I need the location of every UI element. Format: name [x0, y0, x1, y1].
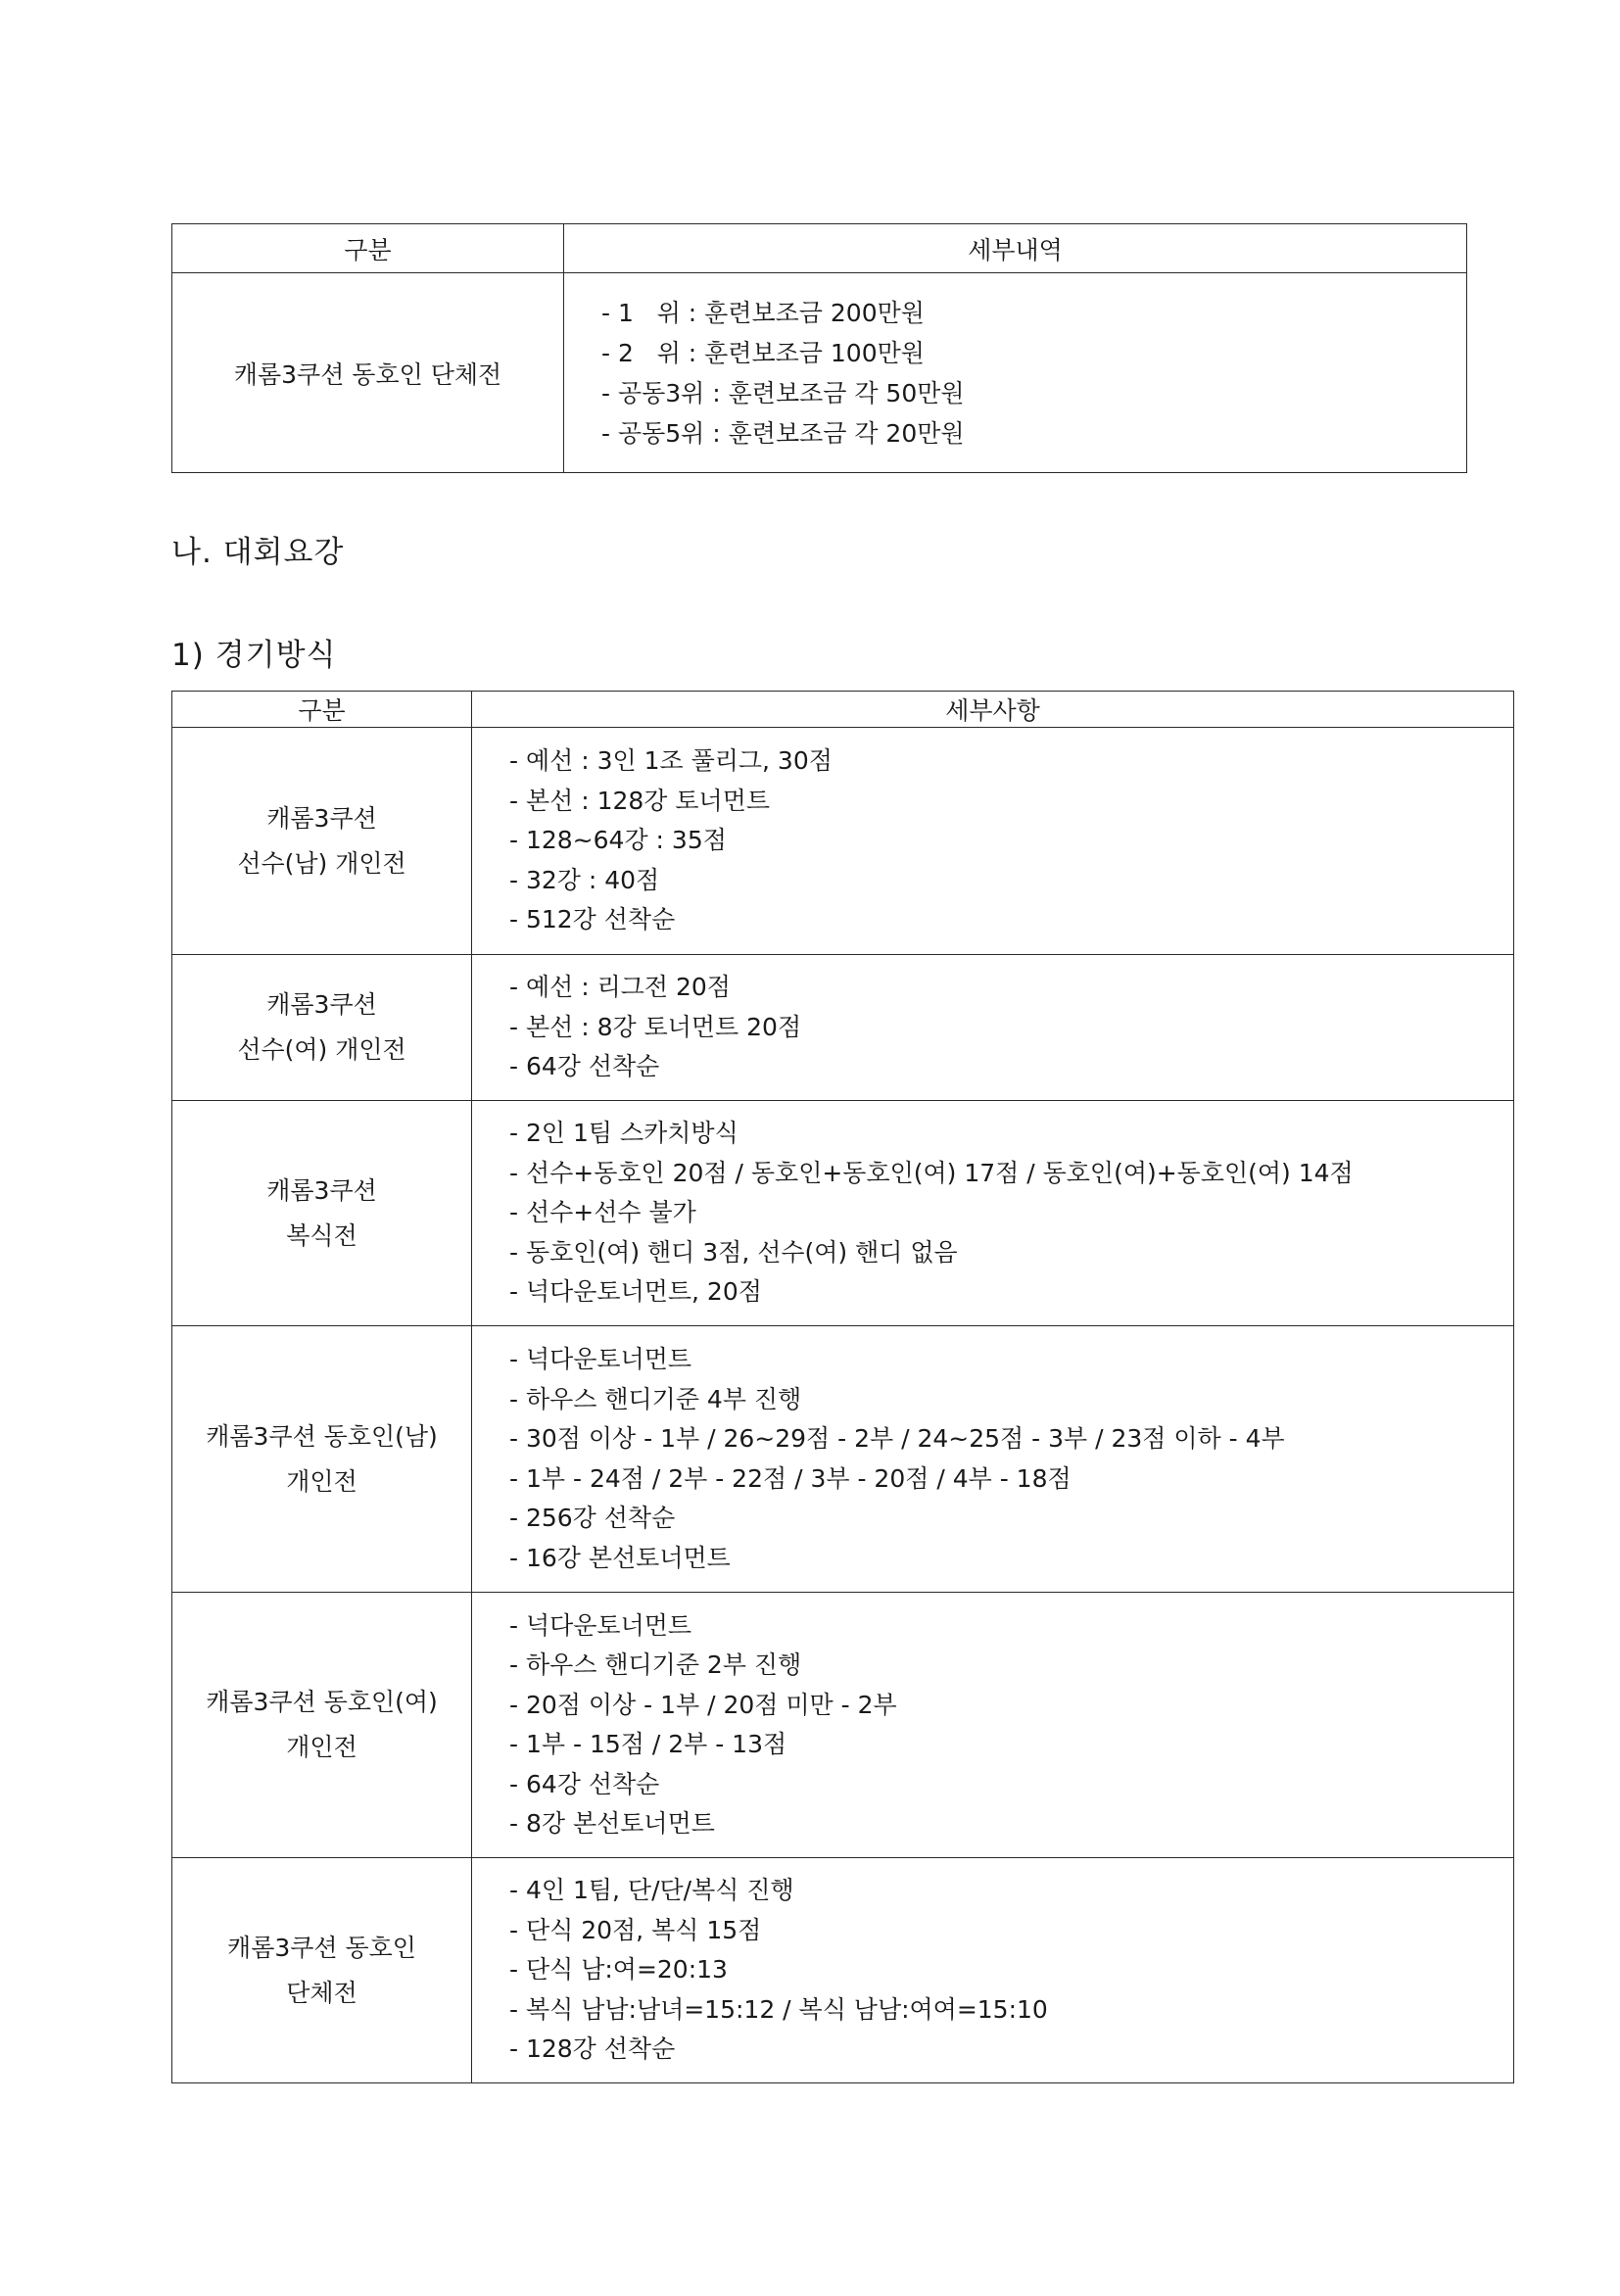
format-category-cell [172, 1858, 472, 2083]
category-line: 개인전 [286, 1733, 357, 1761]
table-row [172, 955, 1514, 1101]
detail-line: - 2인 1팀 스카치방식 [509, 1119, 739, 1148]
detail-line: - 본선 : 8강 토너먼트 20점 [509, 1012, 802, 1041]
detail-line: - 30점 이상 - 1부 / 26~29점 - 2부 / 24~25점 - 3부 / 23점 이하 - 4부 [509, 1424, 1285, 1453]
prize-detail-line: - 공동5위 : 훈련보조금 각 20만원 [601, 418, 965, 448]
detail-line: - 20점 이상 - 1부 / 20점 미만 - 2부 [509, 1690, 897, 1719]
format-details-cell [472, 955, 1514, 1101]
detail-line: - 4인 1팀, 단/단/복식 진행 [509, 1876, 794, 1905]
detail-line: - 예선 : 3인 1조 풀리그, 30점 [509, 746, 833, 776]
table-row [172, 728, 1514, 955]
format-category-cell [172, 955, 472, 1101]
detail-line: - 1부 - 24점 / 2부 - 22점 / 3부 - 20점 / 4부 - 18점 [509, 1463, 1072, 1493]
category-line: 캐롬3쿠션 [266, 803, 377, 833]
category-line: 복식전 [286, 1220, 357, 1250]
table-row [172, 1326, 1514, 1593]
prize-category-cell: 캐롬3쿠션 동호인 단체전 [172, 273, 564, 473]
category-line: 캐롬3쿠션 [266, 990, 377, 1019]
detail-line: - 512강 선착순 [509, 905, 676, 934]
detail-line: - 동호인(여) 핸디 3점, 선수(여) 핸디 없음 [509, 1237, 958, 1267]
detail-line: - 단식 20점, 복식 15점 [509, 1915, 762, 1944]
detail-line: - 본선 : 128강 토너먼트 [509, 786, 770, 815]
detail-line: - 선수+선수 불가 [509, 1198, 696, 1227]
format-header-details: 세부사항 [472, 692, 1514, 728]
detail-line: - 16강 본선토너먼트 [509, 1543, 731, 1572]
category-line: 개인전 [286, 1466, 357, 1496]
detail-line: - 128강 선착순 [509, 2034, 676, 2064]
prize-detail-line: - 1 위 : 훈련보조금 200만원 [601, 298, 925, 327]
format-category-cell [172, 728, 472, 955]
prize-detail-line: - 2 위 : 훈련보조금 100만원 [601, 338, 925, 367]
format-details-cell [472, 728, 1514, 955]
category-line: 캐롬3쿠션 동호인(여) [206, 1688, 438, 1716]
detail-line: - 복식 남남:남녀=15:12 / 복식 남남:여여=15:10 [509, 1994, 1048, 2024]
detail-line: - 8강 본선토너먼트 [509, 1809, 715, 1838]
detail-line: - 넉다운토너먼트, 20점 [509, 1277, 762, 1307]
detail-line: - 넉다운토너먼트 [509, 1610, 692, 1640]
format-table-header-row [172, 692, 1514, 728]
format-table [171, 691, 1514, 2083]
prize-header-category: 구분 [172, 224, 564, 273]
detail-line: - 32강 : 40점 [509, 865, 660, 894]
format-category-cell [172, 1326, 472, 1593]
table-row [172, 1101, 1514, 1326]
prize-table-row [172, 273, 1467, 473]
detail-line: - 64강 선착순 [509, 1769, 660, 1798]
section-heading: 나. 대회요강 [171, 535, 345, 570]
format-category-cell [172, 1101, 472, 1326]
detail-line: - 선수+동호인 20점 / 동호인+동호인(여) 17점 / 동호인(여)+동호인(여) 14점 [509, 1158, 1354, 1187]
detail-line: - 1부 - 15점 / 2부 - 13점 [509, 1730, 787, 1758]
category-line: 캐롬3쿠션 [266, 1175, 377, 1205]
category-line: 단체전 [286, 1978, 357, 2007]
format-details-cell [472, 1101, 1514, 1326]
table-row [172, 1858, 1514, 2083]
prize-detail-line: - 공동3위 : 훈련보조금 각 50만원 [601, 378, 965, 407]
category-line: 선수(남) 개인전 [237, 848, 406, 878]
category-line: 캐롬3쿠션 동호인(남) [206, 1421, 438, 1451]
prize-details-cell [564, 273, 1467, 473]
format-details-cell [472, 1593, 1514, 1858]
format-category-cell [172, 1593, 472, 1858]
detail-line: - 예선 : 리그전 20점 [509, 973, 731, 1002]
prize-header-details: 세부내역 [564, 224, 1467, 273]
prize-table [171, 223, 1467, 473]
detail-line: - 256강 선착순 [509, 1504, 676, 1532]
category-line: 선수(여) 개인전 [237, 1035, 406, 1064]
table-row [172, 1593, 1514, 1858]
format-header-category: 구분 [172, 692, 472, 728]
detail-line: - 단식 남:여=20:13 [509, 1955, 728, 1985]
format-details-cell [472, 1858, 1514, 2083]
detail-line: - 하우스 핸디기준 2부 진행 [509, 1650, 802, 1679]
sub-heading: 1) 경기방식 [171, 638, 337, 673]
detail-line: - 128~64강 : 35점 [509, 826, 727, 855]
prize-table-header-row [172, 224, 1467, 273]
category-line: 캐롬3쿠션 동호인 [227, 1933, 416, 1962]
detail-line: - 64강 선착순 [509, 1052, 660, 1081]
detail-line: - 하우스 핸디기준 4부 진행 [509, 1384, 802, 1413]
detail-line: - 넉다운토너먼트 [509, 1345, 692, 1373]
format-details-cell [472, 1326, 1514, 1593]
